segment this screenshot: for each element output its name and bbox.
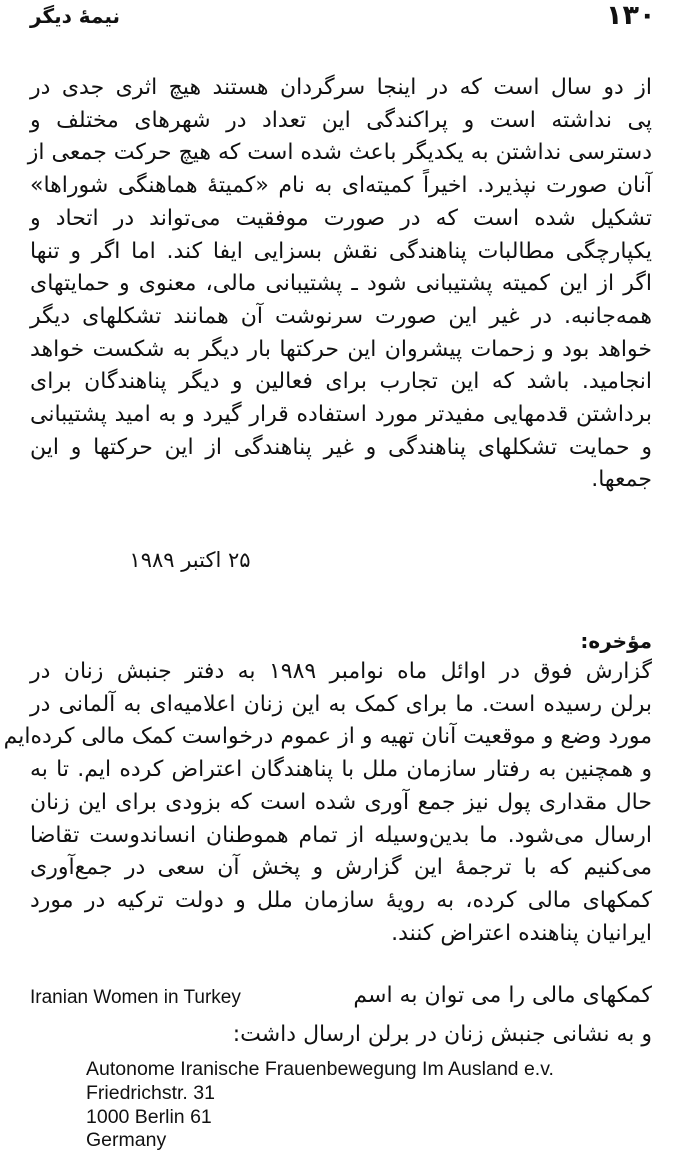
address-line: Friedrichstr. 31 (86, 1081, 215, 1104)
postscript-heading: مؤخره: (580, 629, 652, 653)
donation-text: کمکهای مالی را می توان به اسم (353, 983, 652, 1008)
address-line: Germany (86, 1129, 167, 1152)
article-date: ۲۵ اکتبر ۱۹۸۹ (129, 548, 251, 572)
postscript-line: گزارش فوق در اوائل ماه نوامبر ۱۹۸۹ به دفتر جنبش زنان در (30, 659, 652, 684)
postscript-line: ایرانیان پناهنده اعتراض کنند. (391, 920, 652, 946)
address-line: 1000 Berlin 61 (86, 1105, 212, 1128)
donation-account-name: Iranian Women in Turkey (30, 987, 241, 1008)
article-body (27, 72, 652, 497)
postscript-line: می‌کنیم که با ترجمهٔ این گزارش و پخش آن سعی در جمع‌آوری (30, 855, 652, 881)
postscript-line: مورد وضع و موقعیت آنان تهیه و از عموم درخواست کمک مالی کرده‌ایم (3, 724, 652, 750)
article-line: خواهد بود و زحمات پیشروان این حرکتها بار دیگر به شکست خواهد (30, 336, 652, 362)
postscript-line: و همچنین به رفتار سازمان ملل با پناهندگان اعتراض کرده ایم. تا به (30, 757, 652, 783)
postscript-line: ارسال می‌شود. ما بدین‌وسیله از تمام هموطنان انساندوست تقاضا (30, 822, 652, 848)
article-line: انجامید. باشد که این تجارب برای فعالین و دیگر پناهندگان برای (30, 369, 652, 395)
postscript-line: برلن رسیده است. ما برای کمک به این زنان اعلامیه‌ای به آلمانی در (30, 691, 652, 717)
donation-line (30, 983, 652, 1013)
address-line: Autonome Iranische Frauenbewegung Im Ausland e.v. (86, 1058, 554, 1080)
article-line: تشکیل شده است که در صورت موفقیت می‌تواند در اتحاد و (30, 205, 652, 231)
article-line: دسترسی نداشتن به یکدیگر باعث شده است که هیچ حرکت جمعی از (27, 140, 652, 166)
article-line: همه‌جانبه. در غیر این صورت سرنوشت آن همانند تشکلهای دیگر (30, 303, 652, 329)
article-line: پی نداشته است و پراکندگی این تعداد در شهرهای مختلف و (30, 107, 652, 133)
journal-title: نیمهٔ دیگر (30, 4, 121, 28)
address-intro: و به نشانی جنبش زنان در برلن ارسال داشت: (232, 1022, 652, 1047)
article-line: یکپارچگی مطالبات پناهندگی نقش بسزایی ایفا کند. اما اگر و تنها (30, 238, 652, 264)
article-line: اگر از این کمیته پشتیبانی شود ـ پشتیبانی مالی، معنوی و حمایتهای (30, 271, 652, 297)
article-line: برداشتن قدمهایی مفیدتر مورد استفاده قرار گیرد و به امید پشتیبانی (30, 402, 652, 428)
article-line: از دو سال است که در اینجا سرگردان هستند هیچ اثری جدی در (30, 75, 652, 100)
article-line: آنان صورت نپذیرد. اخیراً کمیته‌ای به نام «کمیتهٔ هماهنگی شوراها» (30, 173, 652, 199)
postscript-line: کمکهای مالی کرده، به رویهٔ سازمان ملل و دولت ترکیه در مورد (30, 887, 652, 913)
postscript-line: حال مقداری پول نیز جمع آوری شده است که بزودی برای این زنان (30, 789, 652, 815)
postscript-body (3, 656, 652, 950)
postal-address (86, 1058, 554, 1153)
article-line: و حمایت تشکلهای پناهندگی و غیر پناهندگی از این حرکتها و این (30, 434, 652, 460)
article-line: جمعها. (591, 467, 652, 493)
page-number: ۱۳۰ (606, 0, 656, 31)
